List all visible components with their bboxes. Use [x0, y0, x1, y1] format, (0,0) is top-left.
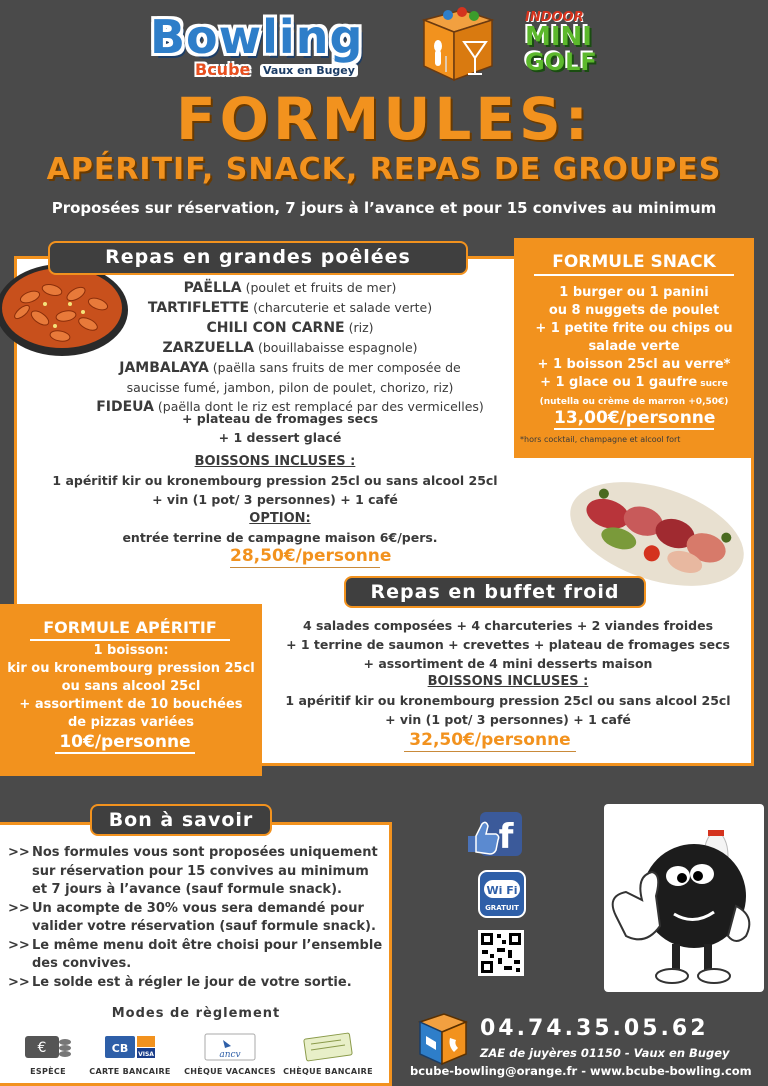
payment-cash: € ESPÈCE [2, 1030, 94, 1076]
snack-list: 1 burger ou 1 panini ou 8 nuggets de poulet + 1 petite frite ou chips ou salade verte + 1 boisson 25cl au verre* + 1 glace ou 1 gaufre sucre (nutella ou crème de marron +0,50€) [535, 285, 733, 407]
svg-text:€: € [37, 1040, 47, 1056]
payment-cheque-bancaire: CHÈQUE BANCAIRE [282, 1030, 374, 1076]
ancv-icon [203, 1030, 257, 1064]
page-title: FORMULES: [176, 85, 592, 153]
svg-text:GRATUIT: GRATUIT [485, 904, 519, 912]
aperitif-list: 1 boisson: kir ou kronembourg pression 25cl ou sans alcool 25cl + assortiment de 10 bouchées de pizzas variées [7, 643, 255, 730]
menu-item: CHILI CON CARNE (riz) [206, 320, 374, 336]
tab-bon-a-savoir: Bon à savoir [90, 804, 272, 836]
option-heading: OPTION: [249, 511, 311, 526]
bowling-logo [150, 10, 385, 80]
formule-aperitif-box [0, 604, 262, 776]
poelees-extras: + plateau de fromages secs + 1 dessert glacé [181, 411, 379, 445]
logo-sub-location: Vaux en Bugey [260, 64, 358, 77]
tab-repas-poelees: Repas en grandes poêlées [48, 241, 468, 275]
list-item: >> Un acompte de 30% vous sera demandé pour valider votre réservation (sauf formule snack). [8, 900, 376, 934]
menu-item: TARTIFLETTE (charcuterie et salade verte) [147, 300, 433, 316]
svg-text:VISA: VISA [138, 1051, 154, 1058]
tab-repas-buffet: Repas en buffet froid [344, 576, 646, 608]
buffet-menu-list: 4 salades composées + 4 charcuteries + 2 viandes froides + 1 terrine de saumon + crevettes + plateau de fromages secs + assortiment de 4 mini desserts maison [286, 618, 730, 671]
poelees-option: OPTION: entrée terrine de campagne maison 6€/pers. [100, 509, 460, 547]
menu-item: JAMBALAYA (paëlla sans fruits de mer composée de saucisse fumé, jambon, pilon de poulet, chorizo, riz) [119, 360, 461, 395]
cheque-icon [301, 1030, 355, 1064]
menu-item: PAËLLA (poulet et fruits de mer) [183, 280, 397, 296]
bon-a-savoir-list [8, 844, 388, 992]
drinks-heading: BOISSONS INCLUSES : [194, 454, 356, 469]
aperitif-price: 10€/personne [55, 732, 195, 754]
poelees-drinks: BOISSONS INCLUSES : 1 apéritif kir ou kronembourg pression 25cl ou sans alcool 25cl + vin (1 pot/ 3 personnes) + 1 café [40, 452, 510, 509]
facebook-like-icon[interactable] [466, 810, 524, 858]
logo-word: Bowling [150, 10, 364, 64]
cash-icon [23, 1030, 73, 1064]
payment-card: CB VISA CARTE BANCAIRE [84, 1030, 176, 1076]
poelees-menu-list [80, 278, 500, 417]
contact-address: ZAE de juyères 01150 - Vaux en Bugey [480, 1046, 730, 1060]
snack-footnote: *hors cocktail, champagne et alcool fort [520, 435, 681, 444]
payment-cheque-vacances: ancv CHÈQUE VACANCES [184, 1030, 276, 1076]
menu-item: FIDEUA (paëlla dont le riz est remplacé par des vermicelles) [96, 399, 484, 415]
indoor-minigolf-logo: INDOOR MINI GOLF [525, 10, 597, 76]
list-item: >> Nos formules vous sont proposées uniquement sur réservation pour 15 convives au minimum et 7 jours à l’avance (sauf formule snack). [8, 845, 378, 897]
contact-phone[interactable]: 04.74.35.05.62 [480, 1016, 709, 1041]
svg-text:f: f [498, 817, 514, 857]
drinks-heading: BOISSONS INCLUSES : [427, 674, 589, 689]
menu-item: ZARZUELLA (bouillabaisse espagnole) [162, 340, 418, 356]
intro-text: Proposées sur réservation, 7 jours à l’avance et pour 15 convives au minimum [51, 199, 717, 217]
formule-snack-box [514, 238, 754, 458]
svg-text:ancv: ancv [219, 1050, 241, 1060]
wifi-gratuit-icon [478, 870, 526, 918]
snack-price: 13,00€/personne [554, 408, 716, 428]
bcube-cube-logo [416, 6, 498, 84]
payment-modes-title: Modes de règlement [111, 1006, 281, 1021]
svg-text:Wi Fi: Wi Fi [486, 884, 518, 897]
logo-sub-bcube: Bcube [195, 60, 251, 79]
contact-cube-icon [414, 1010, 472, 1068]
list-item: >> Le même menu doit être choisi pour l’ensemble des convives. [8, 937, 383, 971]
page-subtitle: APÉRITIF, SNACK, REPAS DE GROUPES [46, 152, 722, 187]
bowling-ball-mascot [596, 796, 768, 996]
svg-text:CB: CB [111, 1042, 129, 1055]
charcuterie-platter-image [564, 470, 750, 590]
snack-title: FORMULE SNACK [534, 252, 734, 276]
aperitif-title: FORMULE APÉRITIF [30, 618, 230, 641]
buffet-price: 32,50€/personne [404, 730, 576, 752]
contact-email-website[interactable]: bcube-bowling@orange.fr - www.bcube-bowling.com [410, 1064, 752, 1078]
poelees-price: 28,50€/personne [230, 546, 392, 566]
credit-card-icon [103, 1030, 157, 1064]
list-item: >> Le solde est à régler le jour de votre sortie. [8, 974, 352, 990]
buffet-drinks: BOISSONS INCLUSES : 1 apéritif kir ou kronembourg pression 25cl ou sans alcool 25cl + vin (1 pot/ 3 personnes) + 1 café [268, 672, 748, 729]
qr-code-icon[interactable] [478, 930, 524, 976]
